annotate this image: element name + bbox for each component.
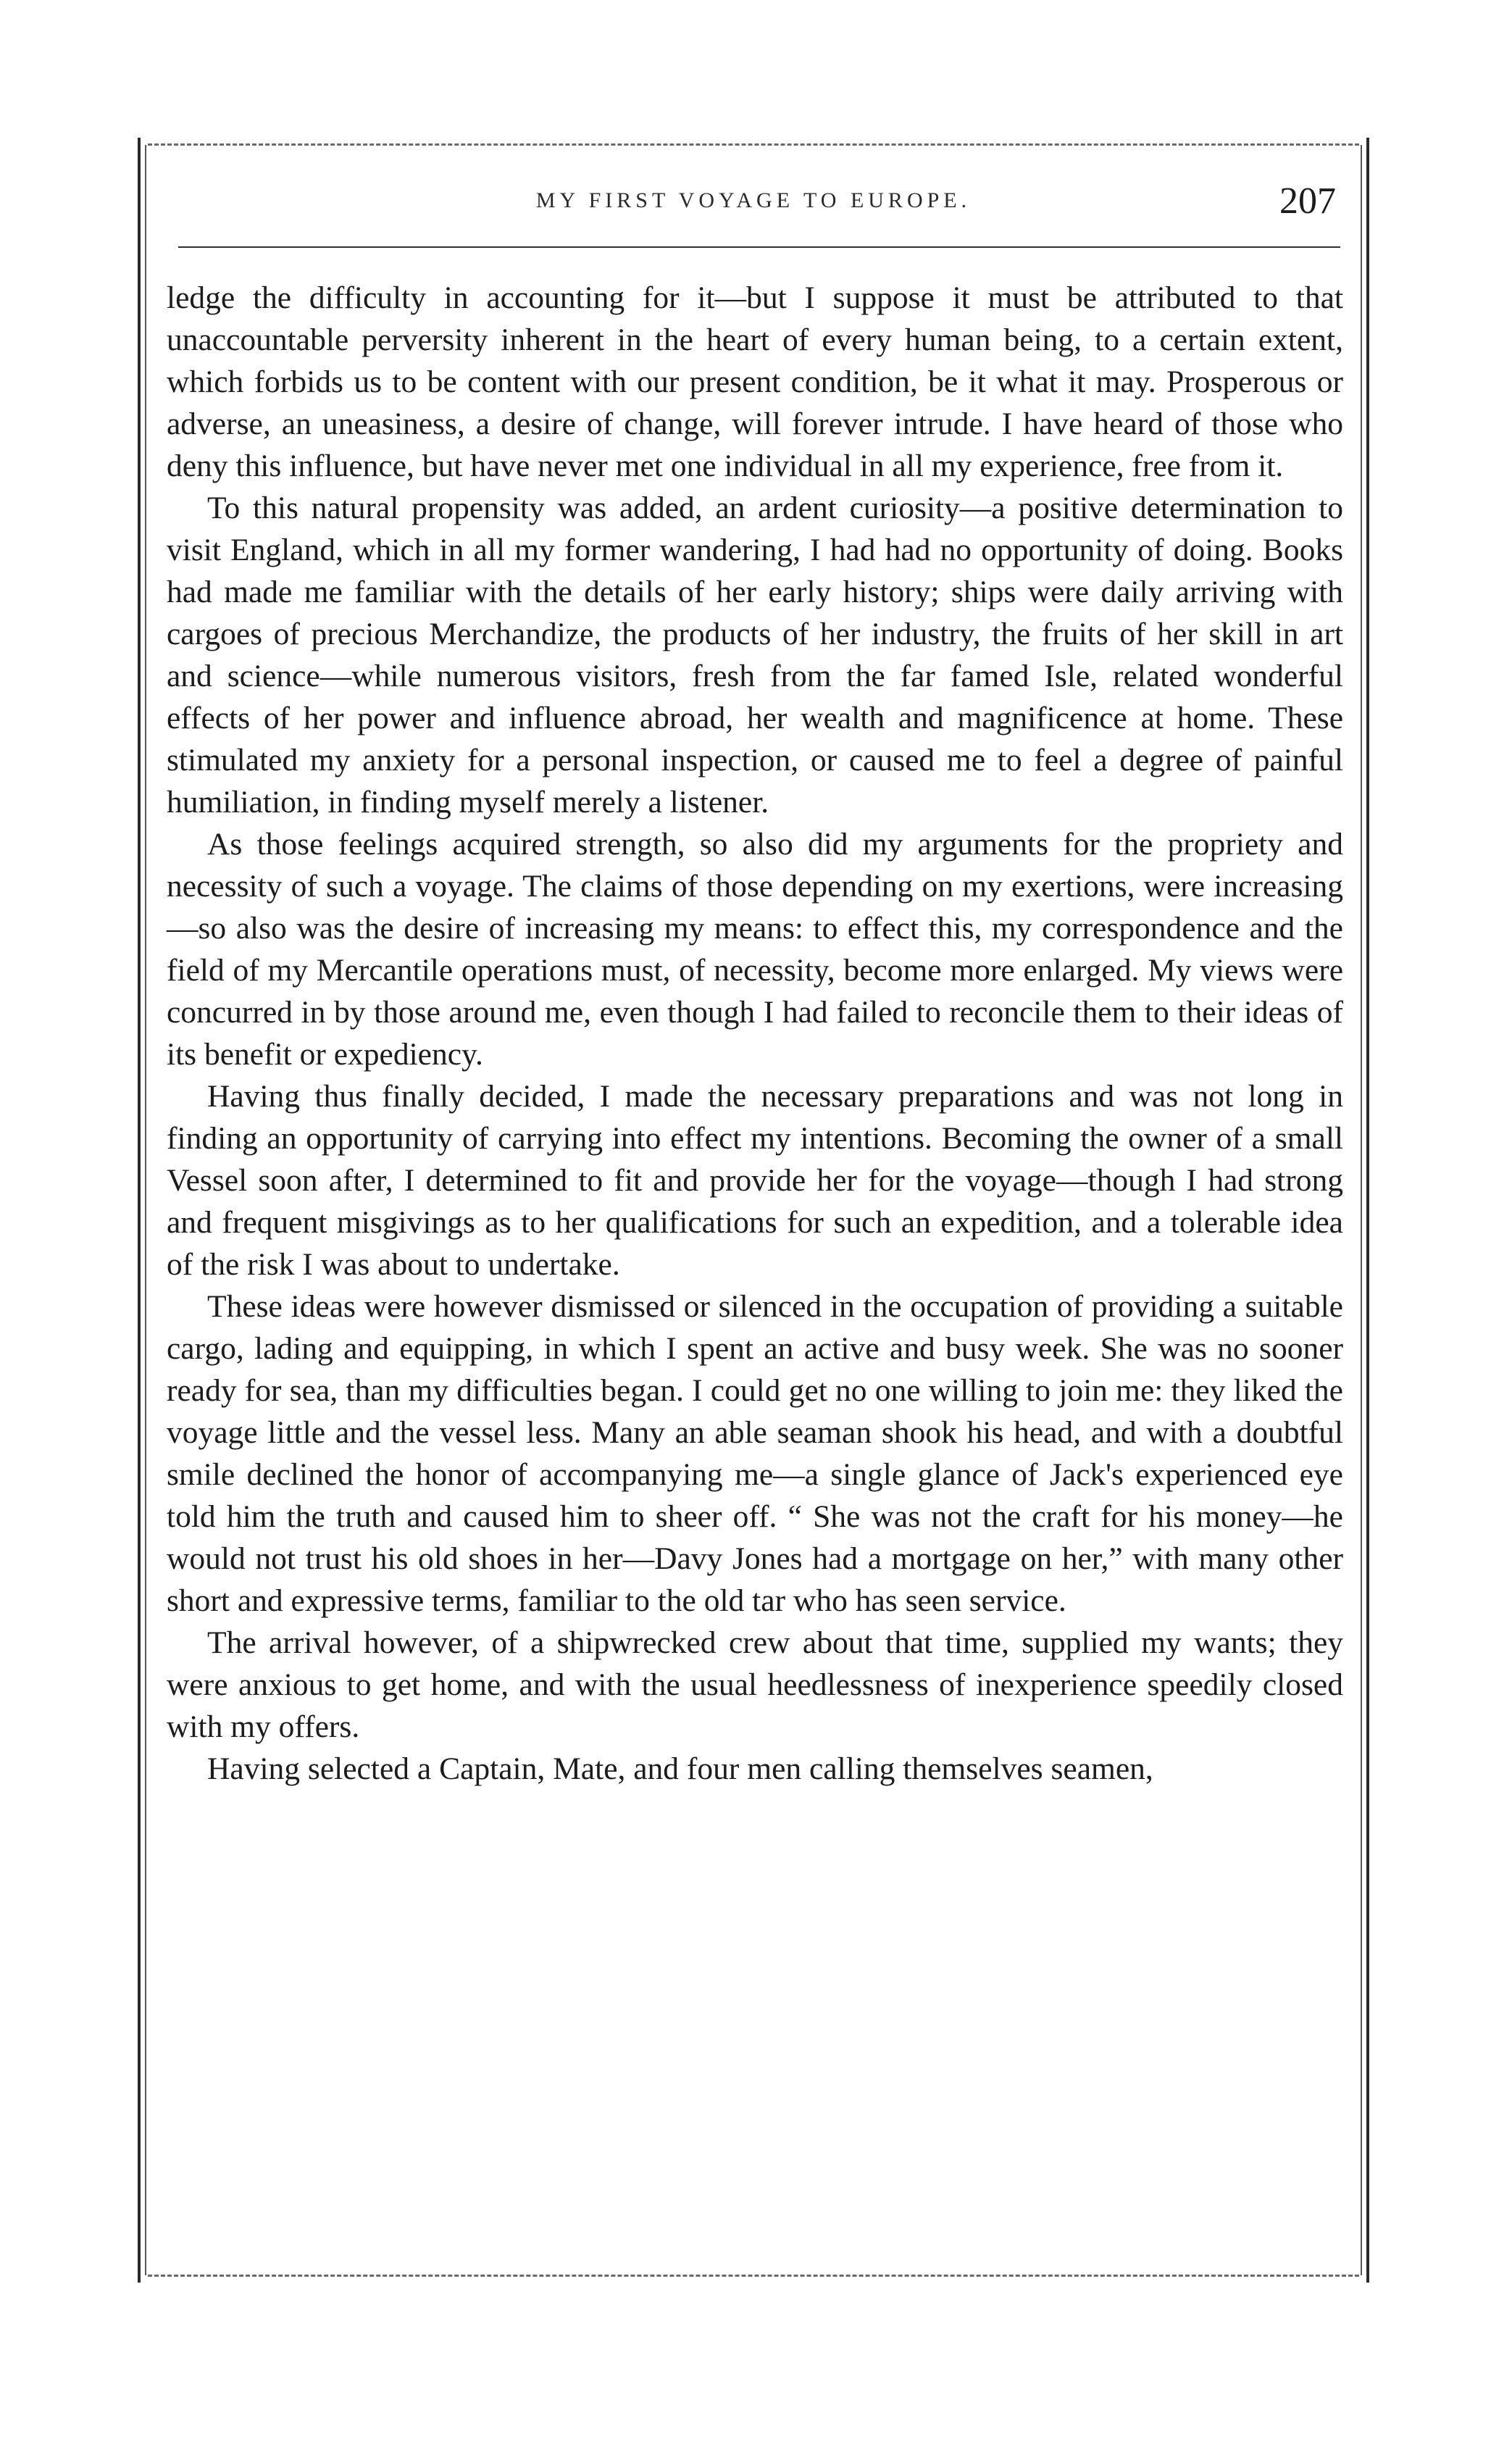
paragraph-1: ledge the difficulty in accounting for it—but I suppose it must be attributed to that unaccountable perversity inherent in the heart of every human being, to a certain extent, which forbids us to be content with our present condition, be it what it may. Prosperous or adverse, an uneasiness, a desire of change, will forever intrude. I have heard of those who deny this influence, but have never met one individual in all my experience, free from it.	[167, 280, 1343, 483]
top-dashed-border	[148, 143, 1359, 146]
running-title: MY FIRST VOYAGE TO EUROPE.	[535, 188, 972, 212]
right-border-rule	[1366, 138, 1369, 2283]
bottom-dashed-border	[148, 2275, 1359, 2277]
paragraph-3: As those feelings acquired strength, so also did my arguments for the propriety and necessity of such a voyage. The claims of those depending on my exertions, were increasing—so also was the desire of increasing my means: to effect this, my correspondence and the field of my Mercantile operations must, of necessity, become more enlarged. My views were concurred in by those around me, even though I had failed to reconcile them to their ideas of its benefit or expediency.	[167, 827, 1343, 1072]
body-text	[167, 277, 1343, 1790]
page-number: 207	[1279, 180, 1336, 222]
paragraph-4: Having thus finally decided, I made the necessary preparations and was not long in finding an opportunity of carrying into effect my intentions. Becoming the owner of a small Vessel soon after, I determined to fit and provide her for the voyage—though I had strong and frequent misgivings as to her qualifications for such an expedition, and a tolerable idea of the risk I was about to undertake.	[167, 1079, 1343, 1282]
left-border-rule	[138, 138, 141, 2283]
paragraph-2: To this natural propensity was added, an ardent curiosity—a positive determination to visit England, which in all my former wandering, I had had no opportunity of doing. Books had made me familiar with the details of her early history; ships were daily arriving with cargoes of precious Merchandize, the products of her industry, the fruits of her skill in art and science—while numerous visitors, fresh from the far famed Isle, related wonderful effects of her power and influence abroad, her wealth and magnificence at home. These stimulated my anxiety for a personal inspection, or caused me to feel a degree of painful humiliation, in finding myself merely a listener.	[167, 491, 1343, 820]
running-head	[167, 180, 1340, 223]
header-rule	[178, 246, 1340, 248]
paragraph-7: Having selected a Captain, Mate, and four men calling themselves seamen,	[207, 1751, 1153, 1786]
paragraph-6: The arrival however, of a shipwrecked crew about that time, supplied my wants; they were anxious to get home, and with the usual heedlessness of inexperience speedily closed with my offers.	[167, 1625, 1343, 1744]
page-frame	[138, 138, 1369, 2283]
paragraph-5: These ideas were however dismissed or silenced in the occupation of providing a suitable cargo, lading and equipping, in which I spent an active and busy week. She was no sooner ready for sea, than my difficulties began. I could get no one willing to join me: they liked the voyage little and the vessel less. Many an able seaman shook his head, and with a doubtful smile declined the honor of accompanying me—a single glance of Jack's experienced eye told him the truth and caused him to sheer off. “ She was not the craft for his money—he would not trust his old shoes in her—Davy Jones had a mortgage on her,” with many other short and expressive terms, familiar to the old tar who has seen service.	[167, 1289, 1343, 1618]
right-inner-border-rule	[1361, 145, 1362, 2275]
left-inner-border-rule	[145, 145, 146, 2275]
